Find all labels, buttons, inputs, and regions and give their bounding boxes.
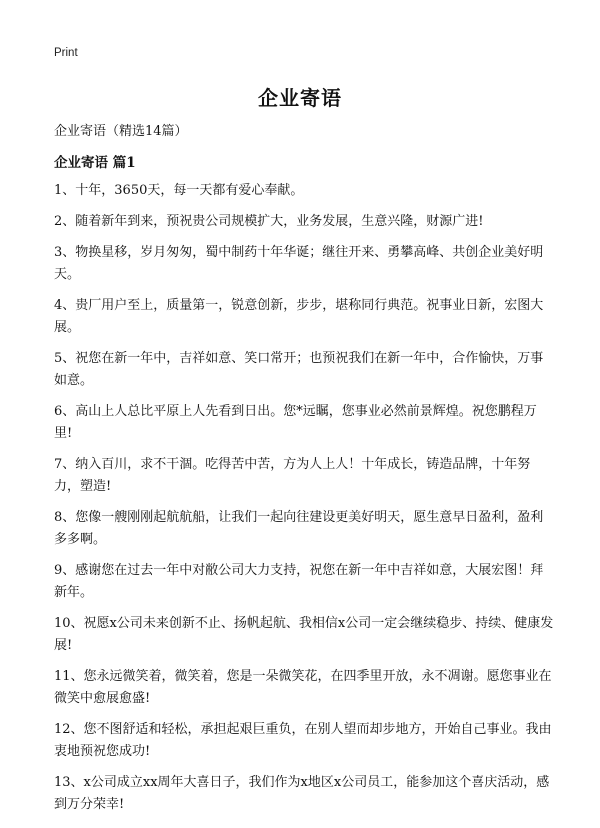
document-title: 企业寄语 — [258, 86, 342, 110]
list-item: 6、高山上人总比平原上人先看到日出。您*远瞩，您事业必然前景辉煌。祝您鹏程万里! — [54, 404, 537, 441]
list-item: 4、贵厂用户至上，质量第一，锐意创新，步步，堪称同行典范。祝事业日新，宏图大展。 — [54, 298, 544, 335]
list-item: 3、物换星移，岁月匆匆，蜀中制药十年华诞；继往开来、勇攀高峰、共创企业美好明天。 — [54, 245, 544, 282]
list-item: 12、您不图舒适和轻松，承担起艰巨重负，在别人望而却步地方，开始自己事业。我由衷地预祝您成功! — [54, 722, 552, 759]
list-item: 7、纳入百川，求不干涸。吃得苦中苦，方为人上人！十年成长，铸造品牌，十年努力，塑造! — [54, 457, 531, 494]
section-heading: 企业寄语 篇1 — [54, 155, 136, 171]
item-list — [54, 180, 554, 825]
list-item: 2、随着新年到来，预祝贵公司规模扩大，业务发展，生意兴隆，财源广进! — [54, 214, 484, 229]
document-subtitle: 企业寄语（精选14篇） — [54, 124, 188, 139]
print-link[interactable]: Print — [54, 47, 78, 59]
list-item: 5、祝您在新一年中，吉祥如意、笑口常开；也预祝我们在新一年中，合作愉快，万事如意。 — [54, 351, 544, 388]
list-item: 11、您永远微笑着，微笑着，您是一朵微笑花，在四季里开放，永不凋谢。愿您事业在微笑中愈展愈盛! — [54, 669, 552, 706]
list-item: 9、感谢您在过去一年中对敝公司大力支持，祝您在新一年中吉祥如意，大展宏图！拜新年。 — [54, 563, 544, 600]
list-item: 8、您像一艘刚刚起航航船，让我们一起向往建设更美好明天，愿生意早日盈利，盈利多多啊。 — [54, 510, 544, 547]
list-item: 10、祝愿x公司未来创新不止、扬帆起航、我相信x公司一定会继续稳步、持续、健康发展! — [54, 616, 554, 653]
list-item: 1、十年，3650天，每一天都有爱心奉献。 — [54, 183, 304, 198]
list-item: 13、x公司成立xx周年大喜日子，我们作为x地区x公司员工，能参加这个喜庆活动，感到万分荣幸! — [54, 775, 550, 812]
